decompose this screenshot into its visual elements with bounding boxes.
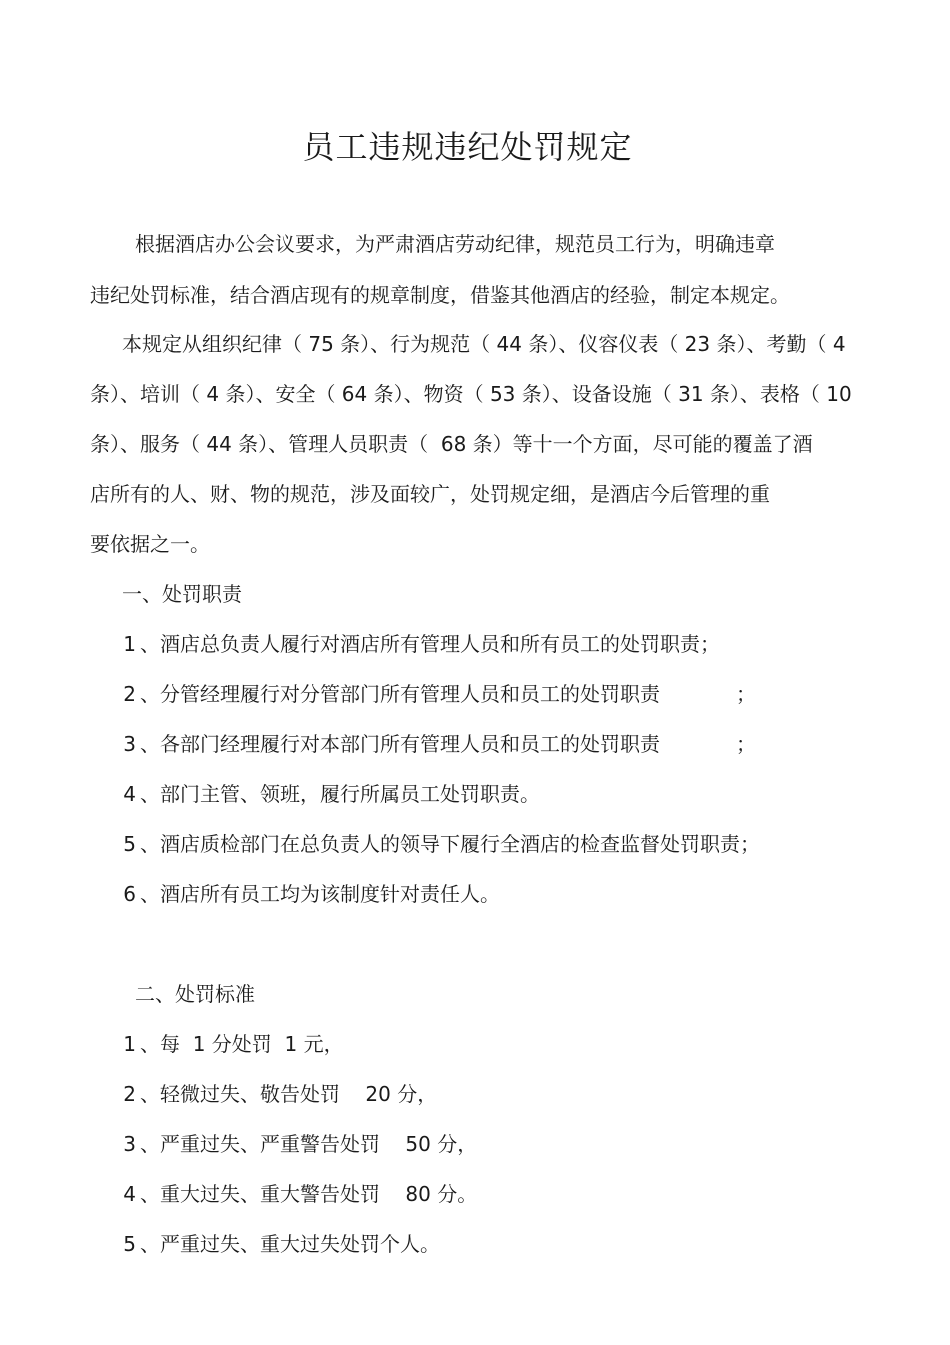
list-item bbox=[110, 1080, 437, 1108]
intro-line: 本规定从组织纪律（ 75 条）、行为规范（ 44 条）、仪容仪表（ 23 条）、考勤（ 4 bbox=[122, 332, 846, 356]
item-number: 1 bbox=[123, 1032, 136, 1056]
item-number: 6 bbox=[123, 882, 136, 906]
item-text: 、分管经理履行对分管部门所有管理人员和员工的处罚职责 bbox=[140, 682, 660, 706]
intro-line: 要依据之一。 bbox=[90, 532, 210, 556]
item-number: 4 bbox=[123, 1182, 136, 1206]
item-text: 、重大过失、重大警告处罚 80 分。 bbox=[140, 1182, 478, 1206]
item-number: 4 bbox=[123, 782, 136, 806]
item-tail: ； bbox=[736, 682, 756, 706]
intro-line: 根据酒店办公会议要求，为严肃酒店劳动纪律，规范员工行为，明确违章 bbox=[135, 232, 775, 256]
item-text: 、酒店质检部门在总负责人的领导下履行全酒店的检查监督处罚职责； bbox=[140, 832, 760, 856]
item-text: 、酒店所有员工均为该制度针对责任人。 bbox=[140, 882, 500, 906]
item-number: 3 bbox=[123, 1132, 136, 1156]
section-heading: 一、处罚职责 bbox=[122, 582, 242, 606]
list-item bbox=[110, 630, 720, 658]
item-text: 、各部门经理履行对本部门所有管理人员和员工的处罚职责 bbox=[140, 732, 660, 756]
intro-line: 条）、服务（ 44 条）、管理人员职责（ 68 条）等十一个方面，尽可能的覆盖了酒 bbox=[90, 432, 813, 456]
list-item bbox=[110, 780, 540, 808]
item-text: 、部门主管、领班，履行所属员工处罚职责。 bbox=[140, 782, 540, 806]
list-item bbox=[110, 1230, 440, 1258]
item-number: 1 bbox=[123, 632, 136, 656]
list-item bbox=[110, 1130, 477, 1158]
item-tail: ； bbox=[736, 732, 756, 756]
list-item bbox=[110, 880, 500, 908]
item-text: 、严重过失、重大过失处罚个人。 bbox=[140, 1232, 440, 1256]
item-number: 5 bbox=[123, 832, 136, 856]
item-number: 5 bbox=[123, 1232, 136, 1256]
document-title: 员工违规违纪处罚规定 bbox=[302, 128, 633, 166]
item-number: 2 bbox=[123, 1082, 136, 1106]
intro-line: 违纪处罚标准，结合酒店现有的规章制度，借鉴其他酒店的经验，制定本规定。 bbox=[90, 283, 790, 307]
list-item bbox=[110, 680, 660, 708]
list-item bbox=[110, 830, 760, 858]
section-heading: 二、处罚标准 bbox=[135, 982, 255, 1006]
item-text: 、轻微过失、敬告处罚 20 分， bbox=[140, 1082, 438, 1106]
item-number: 3 bbox=[123, 732, 136, 756]
item-number: 2 bbox=[123, 682, 136, 706]
item-text: 、酒店总负责人履行对酒店所有管理人员和所有员工的处罚职责； bbox=[140, 632, 720, 656]
item-text: 、严重过失、严重警告处罚 50 分， bbox=[140, 1132, 478, 1156]
item-text: 、每 1 分处罚 1 元， bbox=[140, 1032, 344, 1056]
intro-line: 条）、培训（ 4 条）、安全（ 64 条）、物资（ 53 条）、设备设施（ 31 条）、表格（ 10 bbox=[90, 382, 852, 406]
intro-line: 店所有的人、财、物的规范，涉及面较广，处罚规定细，是酒店今后管理的重 bbox=[90, 482, 770, 506]
list-item bbox=[110, 1030, 344, 1058]
list-item bbox=[110, 730, 660, 758]
list-item bbox=[110, 1180, 477, 1208]
